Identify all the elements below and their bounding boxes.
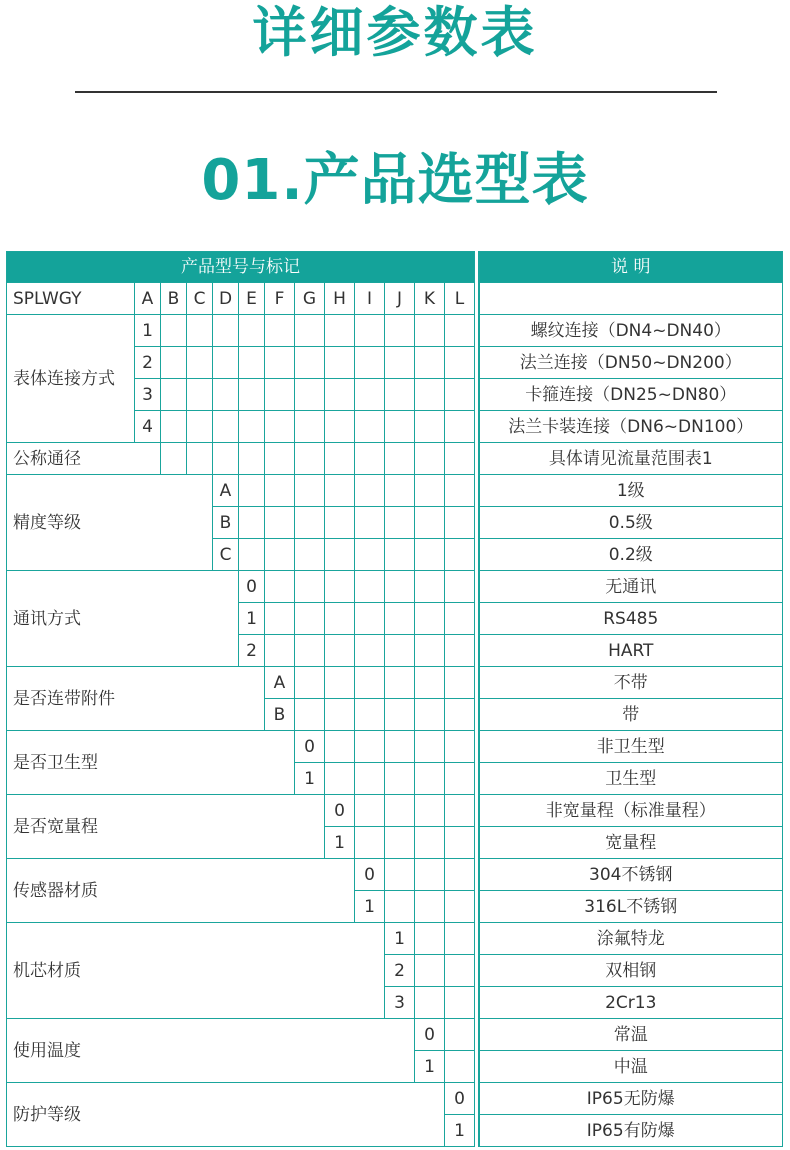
empty-cell (213, 347, 239, 379)
empty-cell (445, 347, 475, 379)
empty-cell (445, 635, 475, 667)
empty-cell (355, 635, 385, 667)
group-name: 传感器材质 (7, 859, 355, 923)
empty-cell (415, 411, 445, 443)
empty-cell (355, 795, 385, 827)
option-description: 具体请见流量范围表1 (479, 443, 783, 475)
option-code: 3 (135, 379, 161, 411)
empty-cell (355, 571, 385, 603)
empty-cell (295, 571, 325, 603)
option-description: IP65无防爆 (479, 1083, 783, 1115)
empty-cell (385, 859, 415, 891)
empty-cell (445, 1019, 475, 1051)
option-code: 2 (385, 955, 415, 987)
column-letter: L (445, 283, 475, 315)
empty-cell (325, 635, 355, 667)
table-row (7, 571, 783, 603)
group-name: 是否卫生型 (7, 731, 295, 795)
option-code: 1 (325, 827, 355, 859)
empty-cell (265, 443, 295, 475)
group-name: 精度等级 (7, 475, 213, 571)
empty-cell (355, 443, 385, 475)
column-letter: D (213, 283, 239, 315)
empty-cell (325, 699, 355, 731)
empty-cell (415, 667, 445, 699)
empty-cell (325, 571, 355, 603)
empty-cell (265, 315, 295, 347)
table-row (7, 475, 783, 507)
empty-cell (355, 411, 385, 443)
empty-cell (239, 443, 265, 475)
empty-cell (295, 411, 325, 443)
empty-cell (265, 475, 295, 507)
empty-cell (445, 891, 475, 923)
empty-cell (213, 379, 239, 411)
column-letter: A (135, 283, 161, 315)
option-code: 1 (445, 1115, 475, 1147)
option-code: 0 (415, 1019, 445, 1051)
table-row (7, 923, 783, 955)
empty-cell (385, 379, 415, 411)
option-description: 非宽量程（标准量程） (479, 795, 783, 827)
empty-cell (415, 699, 445, 731)
empty-cell (265, 539, 295, 571)
option-description: 不带 (479, 667, 783, 699)
option-description: IP65有防爆 (479, 1115, 783, 1147)
option-description: 卫生型 (479, 763, 783, 795)
table-row (7, 667, 783, 699)
empty-cell (385, 347, 415, 379)
empty-cell (415, 315, 445, 347)
empty-cell (445, 443, 475, 475)
column-letter: F (265, 283, 295, 315)
main-title: 详细参数表 (252, 1, 538, 64)
option-description: 法兰连接（DN50~DN200） (479, 347, 783, 379)
empty-cell (295, 379, 325, 411)
empty-cell (325, 475, 355, 507)
empty-cell (355, 347, 385, 379)
empty-cell (415, 891, 445, 923)
option-code: 0 (325, 795, 355, 827)
column-letter: H (325, 283, 355, 315)
empty-cell (295, 635, 325, 667)
empty-cell (415, 795, 445, 827)
empty-cell (325, 763, 355, 795)
empty-cell (355, 667, 385, 699)
empty-cell (445, 603, 475, 635)
empty-cell (355, 315, 385, 347)
option-code: 0 (239, 571, 265, 603)
table-row (7, 443, 783, 475)
model-code-row (7, 283, 783, 315)
empty-cell (385, 475, 415, 507)
option-code: 2 (135, 347, 161, 379)
empty-cell (265, 411, 295, 443)
empty-cell (385, 795, 415, 827)
empty-cell (415, 763, 445, 795)
option-description: 带 (479, 699, 783, 731)
table-row (7, 731, 783, 763)
empty-cell (385, 603, 415, 635)
column-letter: E (239, 283, 265, 315)
option-code: 3 (385, 987, 415, 1019)
empty-cell (415, 539, 445, 571)
option-code: A (213, 475, 239, 507)
model-name: SPLWGY (7, 283, 135, 315)
empty-cell (265, 571, 295, 603)
empty-cell (445, 827, 475, 859)
empty-cell (187, 411, 213, 443)
empty-cell (213, 315, 239, 347)
section-title: 01.产品选型表 (201, 148, 589, 213)
option-description: 法兰卡装连接（DN6~DN100） (479, 411, 783, 443)
empty-cell (295, 699, 325, 731)
column-letter: C (187, 283, 213, 315)
empty-cell (385, 315, 415, 347)
empty-cell (325, 379, 355, 411)
empty-cell (325, 731, 355, 763)
option-code: 0 (355, 859, 385, 891)
empty-cell (325, 539, 355, 571)
empty-cell (415, 379, 445, 411)
empty-cell (445, 763, 475, 795)
group-name: 公称通径 (7, 443, 161, 475)
empty-cell (415, 827, 445, 859)
empty-cell (385, 635, 415, 667)
table-row (7, 1083, 783, 1115)
empty-cell (325, 603, 355, 635)
empty-cell (385, 411, 415, 443)
option-description: 316L不锈钢 (479, 891, 783, 923)
group-name: 表体连接方式 (7, 315, 135, 443)
empty-cell (265, 507, 295, 539)
group-name: 使用温度 (7, 1019, 415, 1083)
empty-cell (385, 443, 415, 475)
empty-cell (445, 795, 475, 827)
empty-cell (325, 411, 355, 443)
empty-cell (385, 571, 415, 603)
empty-cell (325, 667, 355, 699)
empty-cell (355, 699, 385, 731)
option-code: 0 (295, 731, 325, 763)
option-code (161, 443, 187, 475)
header-model-marking: 产品型号与标记 (7, 252, 475, 283)
empty-cell (213, 411, 239, 443)
empty-cell (325, 315, 355, 347)
option-code: B (265, 699, 295, 731)
selection-table (6, 251, 783, 1147)
option-code: 1 (239, 603, 265, 635)
empty-cell (355, 731, 385, 763)
empty-cell (355, 507, 385, 539)
option-code: 1 (415, 1051, 445, 1083)
option-description: 卡箍连接（DN25~DN80） (479, 379, 783, 411)
empty-cell (445, 571, 475, 603)
empty-cell (445, 987, 475, 1019)
empty-cell (295, 667, 325, 699)
empty-cell (295, 603, 325, 635)
empty-cell (265, 379, 295, 411)
table-row (7, 1019, 783, 1051)
option-description: 304不锈钢 (479, 859, 783, 891)
empty-cell (445, 315, 475, 347)
empty-cell (187, 379, 213, 411)
empty-cell (385, 699, 415, 731)
empty-cell (265, 603, 295, 635)
empty-cell (239, 507, 265, 539)
empty-cell (445, 379, 475, 411)
column-letter: G (295, 283, 325, 315)
option-code: A (265, 667, 295, 699)
empty-cell (415, 475, 445, 507)
option-description: 涂氟特龙 (479, 923, 783, 955)
table-header-row (7, 252, 783, 283)
empty-cell (161, 379, 187, 411)
empty-cell (415, 923, 445, 955)
empty-cell (187, 443, 213, 475)
option-description: HART (479, 635, 783, 667)
empty-cell (325, 347, 355, 379)
option-description: 中温 (479, 1051, 783, 1083)
empty-cell (385, 667, 415, 699)
empty-cell (415, 635, 445, 667)
empty-cell (445, 507, 475, 539)
description-cell (479, 283, 783, 315)
header-description: 说 明 (479, 252, 783, 283)
empty-cell (325, 507, 355, 539)
empty-cell (295, 315, 325, 347)
empty-cell (385, 891, 415, 923)
empty-cell (325, 443, 355, 475)
empty-cell (239, 411, 265, 443)
empty-cell (295, 539, 325, 571)
empty-cell (355, 475, 385, 507)
option-description: 常温 (479, 1019, 783, 1051)
empty-cell (415, 859, 445, 891)
group-name: 通讯方式 (7, 571, 239, 667)
empty-cell (415, 507, 445, 539)
empty-cell (239, 347, 265, 379)
empty-cell (385, 507, 415, 539)
empty-cell (445, 1051, 475, 1083)
empty-cell (385, 731, 415, 763)
column-letter: I (355, 283, 385, 315)
empty-cell (355, 379, 385, 411)
option-code: B (213, 507, 239, 539)
empty-cell (385, 539, 415, 571)
empty-cell (355, 539, 385, 571)
empty-cell (355, 763, 385, 795)
option-description: RS485 (479, 603, 783, 635)
empty-cell (445, 699, 475, 731)
empty-cell (415, 987, 445, 1019)
empty-cell (385, 763, 415, 795)
empty-cell (295, 443, 325, 475)
column-letter: J (385, 283, 415, 315)
empty-cell (445, 475, 475, 507)
empty-cell (445, 955, 475, 987)
column-letter: B (161, 283, 187, 315)
option-code: 1 (295, 763, 325, 795)
empty-cell (385, 827, 415, 859)
empty-cell (187, 347, 213, 379)
empty-cell (445, 411, 475, 443)
option-description: 非卫生型 (479, 731, 783, 763)
empty-cell (415, 955, 445, 987)
option-description: 螺纹连接（DN4~DN40） (479, 315, 783, 347)
column-letter: K (415, 283, 445, 315)
group-name: 是否宽量程 (7, 795, 325, 859)
group-name: 机芯材质 (7, 923, 385, 1019)
empty-cell (415, 731, 445, 763)
group-name: 是否连带附件 (7, 667, 265, 731)
empty-cell (445, 859, 475, 891)
empty-cell (415, 443, 445, 475)
empty-cell (415, 571, 445, 603)
empty-cell (445, 923, 475, 955)
option-code: C (213, 539, 239, 571)
empty-cell (355, 827, 385, 859)
empty-cell (445, 731, 475, 763)
empty-cell (161, 315, 187, 347)
option-code: 0 (445, 1083, 475, 1115)
empty-cell (161, 411, 187, 443)
option-code: 1 (355, 891, 385, 923)
empty-cell (265, 347, 295, 379)
option-code: 4 (135, 411, 161, 443)
table-row (7, 859, 783, 891)
option-description: 无通讯 (479, 571, 783, 603)
option-description: 0.5级 (479, 507, 783, 539)
option-description: 双相钢 (479, 955, 783, 987)
group-name: 防护等级 (7, 1083, 445, 1147)
empty-cell (161, 347, 187, 379)
empty-cell (239, 475, 265, 507)
empty-cell (265, 635, 295, 667)
option-code: 1 (385, 923, 415, 955)
option-description: 宽量程 (479, 827, 783, 859)
empty-cell (239, 315, 265, 347)
table-row (7, 795, 783, 827)
empty-cell (213, 443, 239, 475)
option-description: 1级 (479, 475, 783, 507)
table-row (7, 315, 783, 347)
empty-cell (415, 347, 445, 379)
empty-cell (187, 315, 213, 347)
option-description: 2Cr13 (479, 987, 783, 1019)
empty-cell (445, 539, 475, 571)
option-description: 0.2级 (479, 539, 783, 571)
empty-cell (445, 667, 475, 699)
empty-cell (295, 475, 325, 507)
empty-cell (355, 603, 385, 635)
title-divider (75, 91, 717, 93)
empty-cell (239, 379, 265, 411)
option-code: 1 (135, 315, 161, 347)
empty-cell (295, 507, 325, 539)
empty-cell (415, 603, 445, 635)
empty-cell (239, 539, 265, 571)
empty-cell (295, 347, 325, 379)
option-code: 2 (239, 635, 265, 667)
